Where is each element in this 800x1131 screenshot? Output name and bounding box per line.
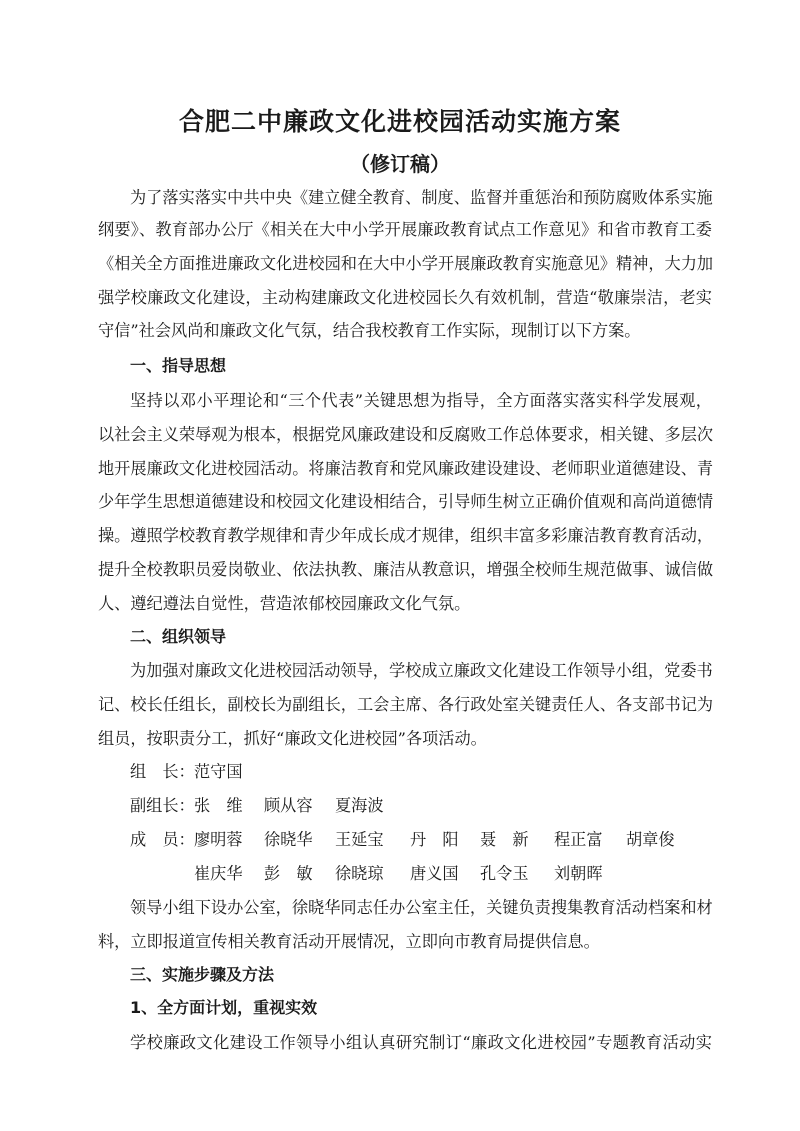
member-name: 丹 阳 xyxy=(410,830,459,849)
body-line: 组员，按职责分工，抓好“廉政文化进校园”各项活动。 xyxy=(98,729,487,748)
member-name: 程正富 xyxy=(554,830,603,849)
section-heading-guiding-ideology: 一、指导思想 xyxy=(130,356,227,375)
deputy-name: 张 维 xyxy=(194,796,243,815)
body-line: 学校廉政文化建设工作领导小组认真研究制订“廉政文化进校园”专题教育活动实 xyxy=(130,1033,712,1052)
members-label: 成 员： xyxy=(130,830,195,849)
document-title: 合肥二中廉政文化进校园活动实施方案 xyxy=(178,107,621,136)
member-name: 唐义国 xyxy=(410,864,459,883)
body-line: 料，立即报道宣传相关教育活动开展情况，立即向市教育局提供信息。 xyxy=(98,932,600,951)
intro-line: 为了落实落实中共中央《建立健全教育、制度、监督并重惩治和预防腐败体系实施 xyxy=(130,188,713,207)
member-name: 徐晓华 xyxy=(264,830,313,849)
member-name: 孔令玉 xyxy=(480,864,529,883)
deputy-name: 夏海波 xyxy=(335,796,384,815)
deputy-label: 副组长： xyxy=(130,796,195,815)
body-line: 地开展廉政文化进校园活动。将廉洁教育和党风廉政建设建设、老师职业道德建设、青 xyxy=(98,459,714,478)
body-line: 操。遵照学校教育教学规律和青少年成长成才规律，组织丰富多彩廉洁教育教育活动， xyxy=(98,526,714,545)
leader-label: 组 长： xyxy=(130,762,195,781)
deputy-name: 顾从容 xyxy=(264,796,313,815)
member-name: 徐晓琼 xyxy=(335,864,384,883)
section-heading-organization: 二、组织领导 xyxy=(130,627,227,646)
body-line: 少年学生思想道德建设和校园文化建设相结合，引导师生树立正确价值观和高尚道德情 xyxy=(98,492,714,511)
member-name: 胡章俊 xyxy=(626,830,675,849)
member-name: 廖明蓉 xyxy=(194,830,243,849)
body-line: 人、遵纪遵法自觉性，营造浓郁校园廉政文化气氛。 xyxy=(98,594,471,613)
member-name: 刘朝晖 xyxy=(554,864,603,883)
member-name: 崔庆华 xyxy=(194,864,243,883)
leader-name: 范守国 xyxy=(194,762,243,781)
body-line: 领导小组下设办公室，徐晓华同志任办公室主任，关键负责搜集教育活动档案和材 xyxy=(130,898,713,917)
section-heading-implementation: 三、实施步骤及方法 xyxy=(130,965,275,984)
document-subtitle: （修订稿） xyxy=(350,152,450,176)
member-name: 王延宝 xyxy=(335,830,384,849)
body-line: 记、校长任组长，副校长为副组长，工会主席、各行政处室关键责任人、各支部书记为 xyxy=(98,695,714,714)
intro-line: 守信”社会风尚和廉政文化气氛，结合我校教育工作实际，现制订以下方案。 xyxy=(98,321,641,340)
intro-line: 《相关全方面推进廉政文化进校园和在大中小学开展廉政教育实施意见》精神，大力加 xyxy=(98,254,714,273)
body-line: 提升全校教职员爱岗敬业、依法执教、廉洁从教意识，增强全校师生规范做事、诚信做 xyxy=(98,560,714,579)
body-line: 坚持以邓小平理论和“三个代表”关键思想为指导，全方面落实落实科学发展观， xyxy=(130,391,712,410)
sub-heading-planning: 1、全方面计划，重视实效 xyxy=(130,998,318,1017)
intro-line: 强学校廉政文化建设，主动构建廉政文化进校园长久有效机制，营造“敬廉崇洁，老实 xyxy=(98,288,712,307)
member-name: 聂 新 xyxy=(480,830,529,849)
member-name: 彭 敏 xyxy=(264,864,313,883)
intro-line: 纲要》、教育部办公厅《相关在大中小学开展廉政教育试点工作意见》和省市教育工委 xyxy=(98,220,712,239)
body-line: 以社会主义荣辱观为根本，根据党风廉政建设和反腐败工作总体要求，相关键、多层次 xyxy=(98,425,714,444)
body-line: 为加强对廉政文化进校园活动领导，学校成立廉政文化建设工作领导小组，党委书 xyxy=(130,661,713,680)
